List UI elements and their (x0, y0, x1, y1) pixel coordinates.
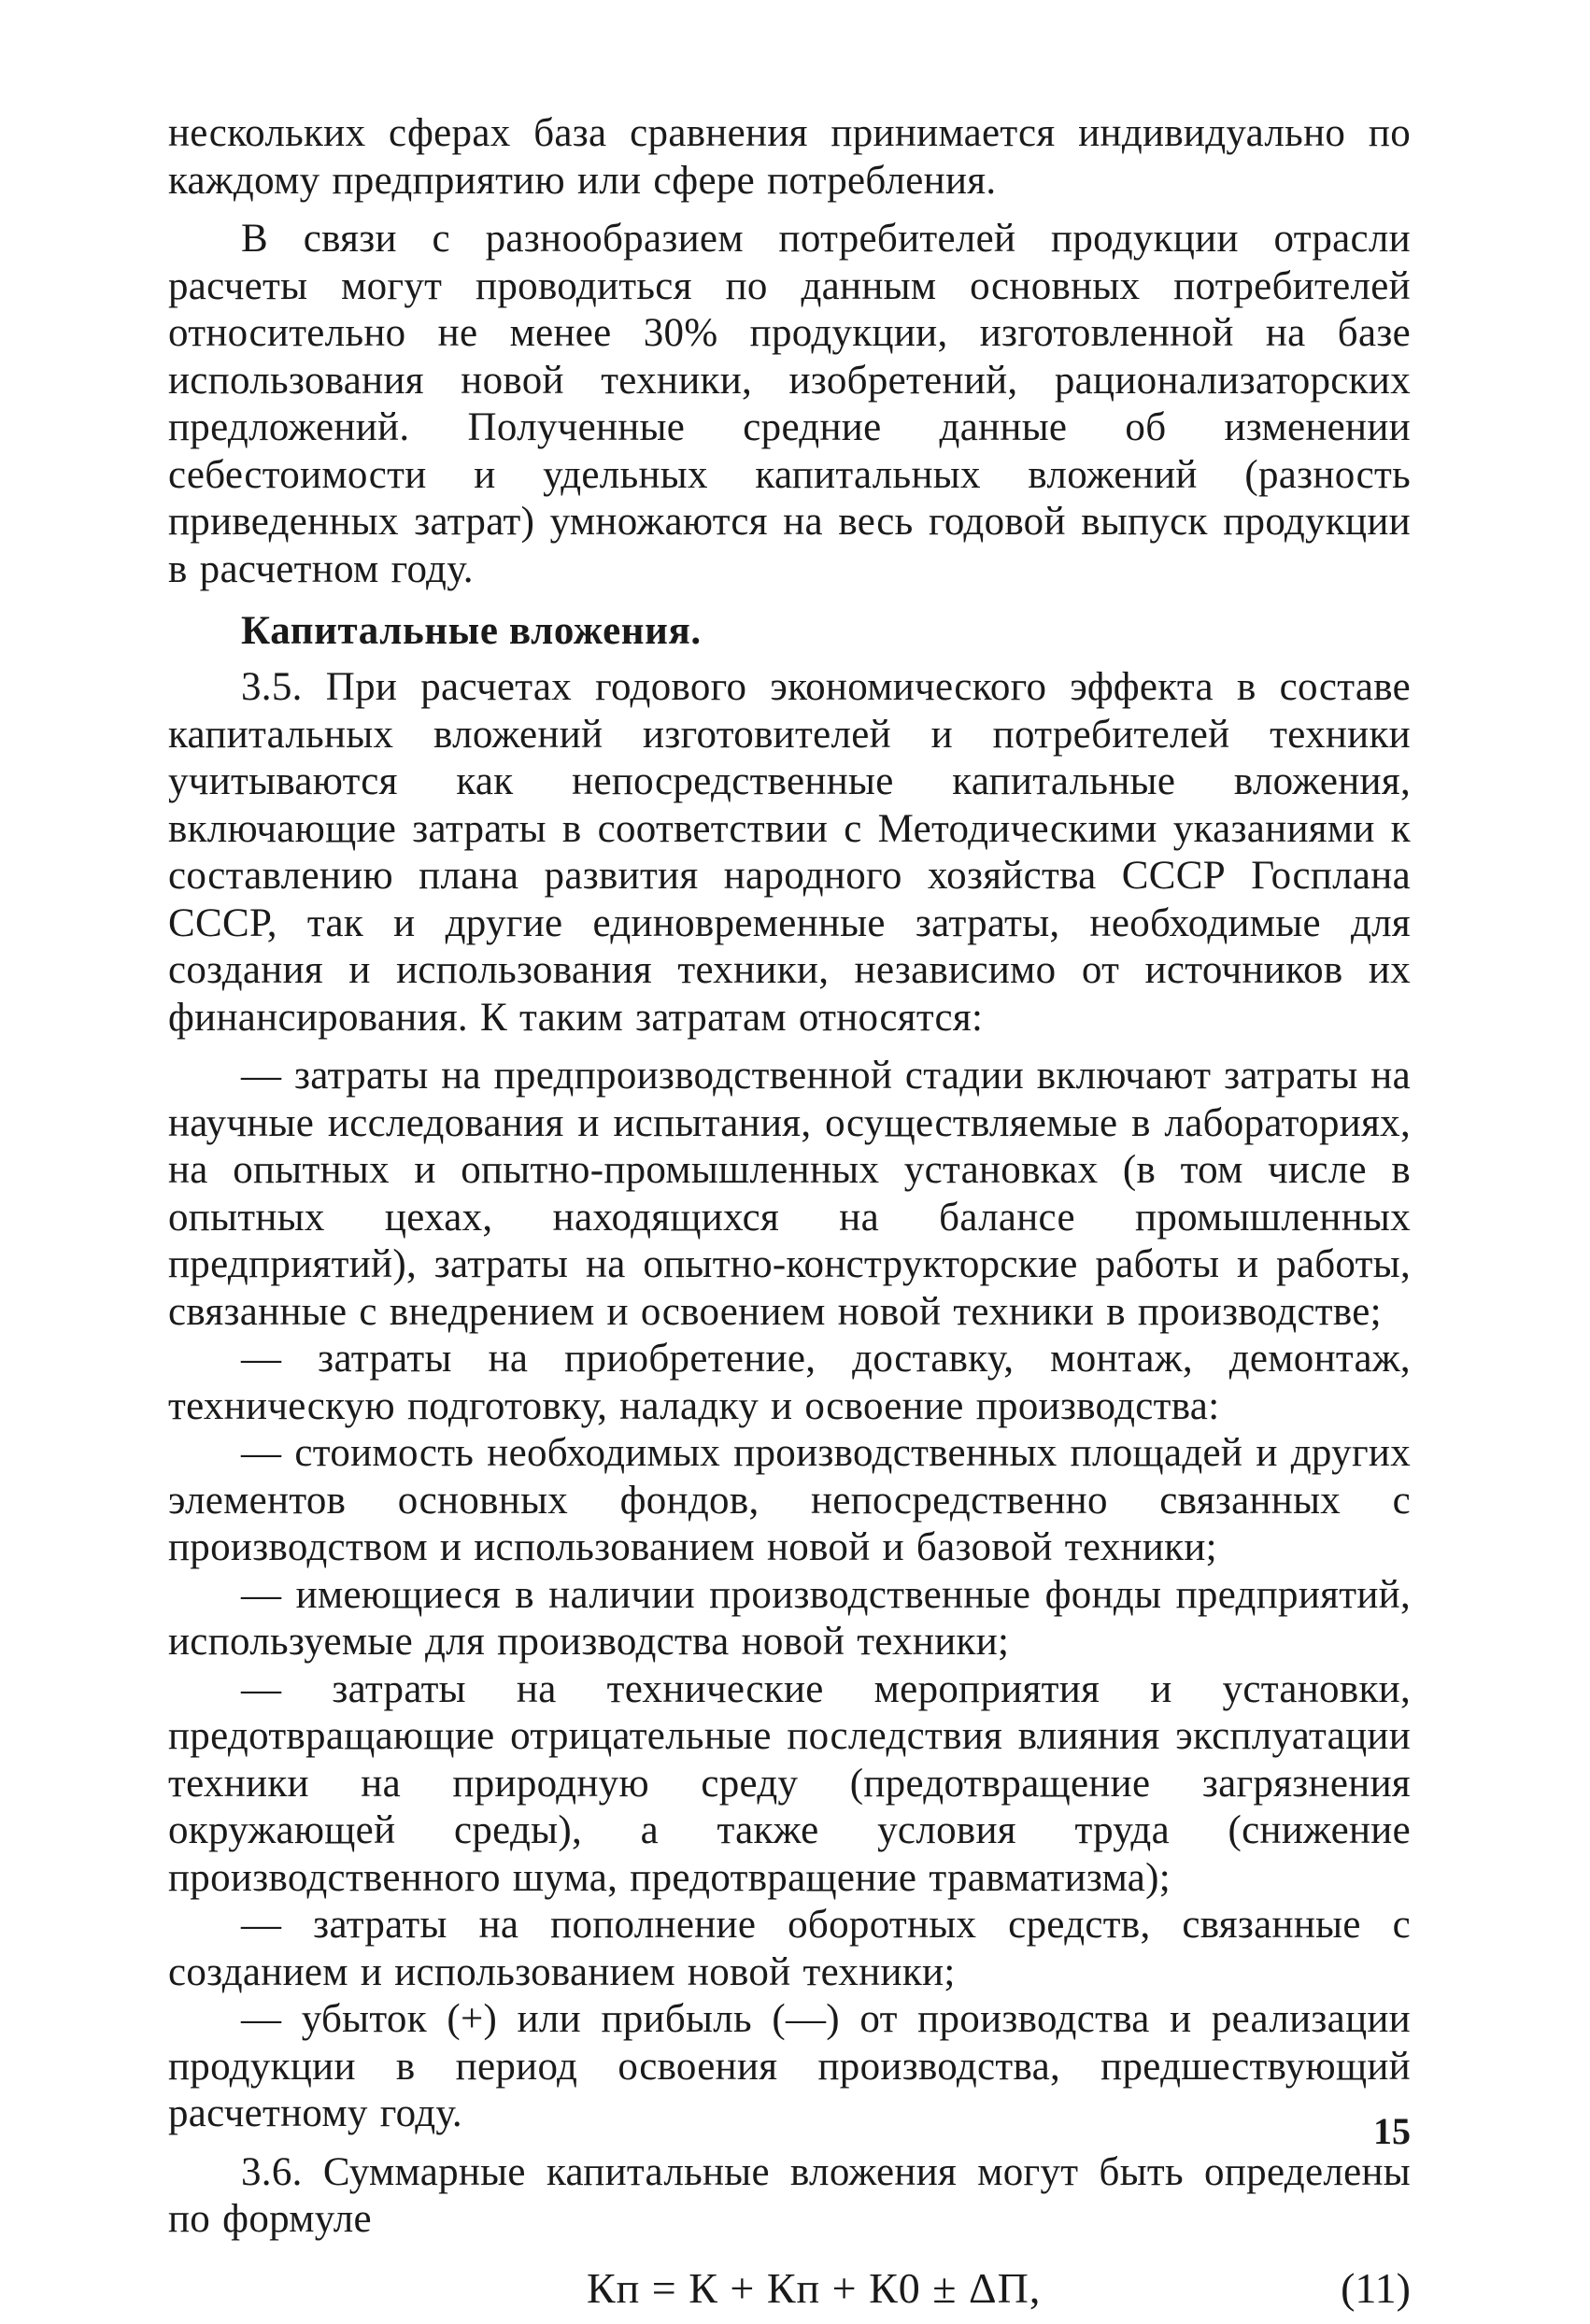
formula-row (168, 2257, 1411, 2324)
formula-number: (11) (1341, 2263, 1411, 2312)
list-item: — затраты на технические мероприятия и установки, предотвращающие отрицательные последствия влияния эксплуатации техники на природную среду (предотвращение загрязнения окружающей среды), а также условия труда (снижение производственного шума, предотвращение травматизма); (168, 1666, 1411, 1900)
section-heading: Капитальные вложения. (241, 609, 702, 653)
list-item: — затраты на предпроизводственной стадии включают затраты на научные исследования и испытания, осуществляемые в лабораториях, на опытных и опытно-промышленных установках (в том числе в опытных цехах, находящихся на балансе промышленных предприятий), затраты на опытно-конструкторские работы и работы, связанные с внедрением и освоением новой техники в производстве; (168, 1054, 1411, 1334)
list-item: — стоимость необходимых производственных площадей и других элементов основных фондов, непосредственно связанных с производством и использованием новой и базовой техники; (168, 1431, 1411, 1569)
list-item: — убыток (+) или прибыль (—) от производства и реализации продукции в период освоения производства, предшествующий расчетному году. (168, 1997, 1411, 2135)
paragraph-consumers: В связи с разнообразием потребителей продукции отрасли расчеты могут проводиться по данным основных потребителей относительно не менее 30% продукции, изготовленной на базе использования новой техники, изобретений, рационализаторских предложений. Полученные средние данные об изменении себестоимости и удельных капитальных вложений (разность приведенных затрат) умножаются на весь годовой выпуск продукции в расчетном году. (168, 217, 1411, 591)
list-item: — затраты на пополнение оборотных средств, связанные с созданием и использованием новой техники; (168, 1903, 1411, 1994)
page-body (168, 110, 1411, 2324)
list-item: — затраты на приобретение, доставку, монтаж, демонтаж, техническую подготовку, наладку и освоение производства: (168, 1337, 1411, 1428)
paragraph-intro: нескольких сферах база сравнения принимается индивидуально по каждому предприятию или сфере потребления. (168, 111, 1411, 203)
page-number: 15 (1373, 2110, 1411, 2152)
paragraph-3-6: 3.6. Суммарные капитальные вложения могут быть определены по формуле (168, 2149, 1411, 2241)
list-item: — имеющиеся в наличии производственные фонды предприятий, используемые для производства новой техники; (168, 1572, 1411, 1664)
paragraph-3-5: 3.5. При расчетах годового экономического эффекта в составе капитальных вложений изготовителей и потребителей техники учитываются как непосредственные капитальные вложения, включающие затраты в соответствии с Методическими указаниями к составлению плана развития народного хозяйства СССР Госплана СССР, так и другие единовременные затраты, необходимые для создания и использования техники, независимо от источников их финансирования. К таким затратам относятся: (168, 665, 1411, 1040)
formula: Кп = К + Кп + К0 ± ΔП, (587, 2263, 1042, 2312)
